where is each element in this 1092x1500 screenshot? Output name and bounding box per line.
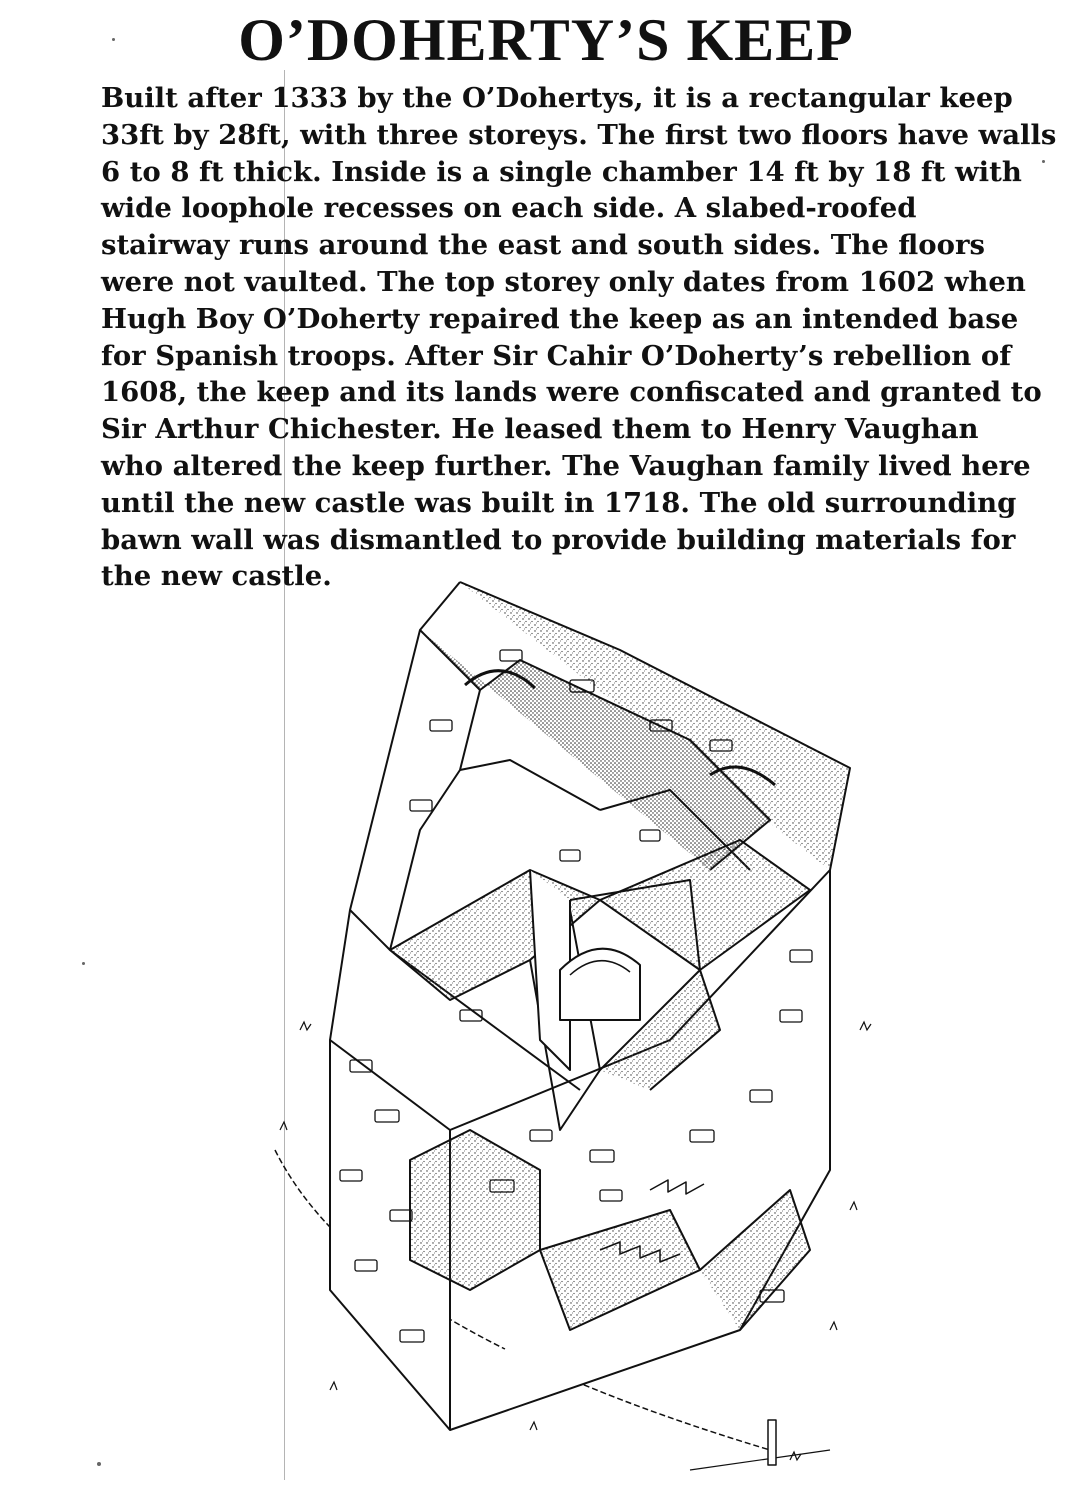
page-title: O’DOHERTY’S KEEP [238,7,854,73]
paragraph-line: 33ft by 28ft, with three storeys. The first two floors have walls [101,118,1057,151]
scan-speck [82,962,85,965]
paragraph-line: for Spanish troops. After Sir Cahir O’Doherty’s rebellion of [101,339,1012,372]
paragraph-line: who altered the keep further. The Vaughan family lived here [101,449,1031,482]
paragraph-line: 1608, the keep and its lands were confiscated and granted to [101,376,1042,409]
description-paragraph [101,80,1086,595]
paragraph-line: wide loophole recesses on each side. A slabed-roofed [101,192,917,225]
paragraph-line: the new castle. [101,560,332,593]
paragraph-line: were not vaulted. The top storey only dates from 1602 when [101,265,1026,298]
paragraph-line: Hugh Boy O’Doherty repaired the keep as an intended base [101,302,1019,335]
scan-speck [112,38,115,41]
paragraph-line: bawn wall was dismantled to provide building materials for [101,523,1016,556]
scan-speck [1042,160,1045,163]
paragraph-line: Sir Arthur Chichester. He leased them to Henry Vaughan [101,413,979,446]
paragraph-line: until the new castle was built in 1718. The old surrounding [101,486,1017,519]
paragraph-line: 6 to 8 ft thick. Inside is a single chamber 14 ft by 18 ft with [101,155,1022,188]
castle-keep-cutaway-drawing [270,570,910,1490]
paragraph-line: stairway runs around the east and south sides. The floors [101,229,985,262]
scan-speck [97,1462,101,1466]
paragraph-line: Built after 1333 by the O’Dohertys, it is a rectangular keep [101,82,1013,114]
